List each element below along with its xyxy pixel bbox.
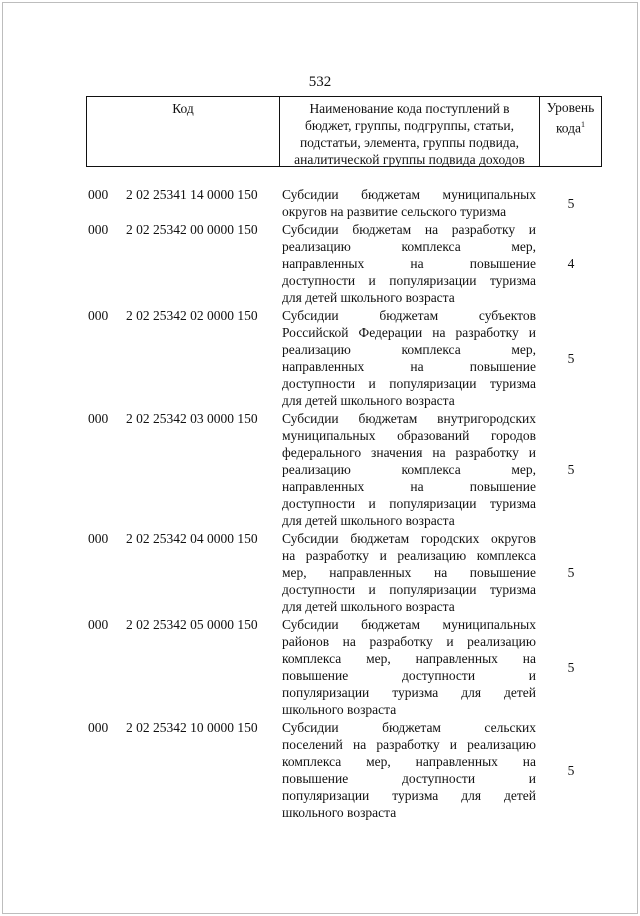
row-prefix: 000 — [88, 187, 109, 202]
row-name-line: для детей школьного возраста — [282, 599, 455, 614]
row-level: 5 — [567, 565, 575, 580]
row-name-line: Субсидии бюджетам муниципальных — [282, 187, 536, 202]
row-name-line: школьного возраста — [282, 805, 397, 820]
row-code: 2 02 25342 03 0000 150 — [126, 411, 258, 426]
row-level: 5 — [567, 195, 575, 211]
row-name — [282, 616, 536, 718]
header-name-line: подстатьи, элемента, группы подвида, — [299, 135, 520, 150]
row-name-line: муниципальных образований городов — [282, 428, 536, 443]
row-name-line: Субсидии бюджетам муниципальных — [282, 617, 536, 632]
row-name — [282, 307, 536, 409]
row-name-line: реализацию комплекса мер, — [282, 342, 536, 357]
table-row — [88, 307, 600, 409]
row-name-line: на разработку и реализацию комплекса — [282, 548, 536, 563]
header-code: Код — [87, 97, 280, 166]
table-row — [88, 410, 600, 529]
page-number: 532 — [308, 74, 332, 90]
table-row — [88, 719, 600, 821]
row-name-line: популяризации туризма для детей — [282, 788, 536, 803]
row-name-line: для детей школьного возраста — [282, 513, 455, 528]
header-level — [540, 97, 601, 166]
row-name — [282, 530, 536, 615]
row-name-line: школьного возраста — [282, 702, 397, 717]
header-name-line: бюджет, группы, подгруппы, статьи, — [305, 118, 514, 133]
row-name-line: реализацию комплекса мер, — [282, 239, 536, 254]
row-prefix: 000 — [88, 720, 109, 735]
row-code: 2 02 25342 05 0000 150 — [126, 617, 258, 632]
row-name-line: направленных на повышение — [282, 479, 536, 494]
row-name-line: для детей школьного возраста — [282, 393, 455, 408]
row-name-line: доступности и популяризации туризма — [282, 496, 536, 511]
row-level: 5 — [567, 462, 575, 477]
header-name — [280, 97, 540, 166]
row-name-line: округов на развитие сельского туризма — [282, 204, 507, 219]
row-name-line: повышение доступности и — [282, 668, 536, 683]
row-prefix: 000 — [88, 308, 109, 323]
row-name-line: для детей школьного возраста — [282, 290, 455, 305]
row-prefix: 000 — [88, 617, 109, 632]
row-name-line: реализацию комплекса мер, — [282, 462, 536, 477]
row-level: 5 — [567, 350, 575, 366]
row-name-line: доступности и популяризации туризма — [282, 376, 536, 391]
row-code: 2 02 25341 14 0000 150 — [126, 187, 258, 202]
table-body — [88, 186, 600, 822]
row-level: 5 — [567, 762, 575, 778]
row-name-line: комплекса мер, направленных на — [282, 754, 536, 769]
row-name — [282, 410, 536, 529]
row-name-line: Субсидии бюджетам субъектов — [282, 308, 536, 323]
footnote-marker: 1 — [581, 120, 586, 129]
row-prefix: 000 — [88, 411, 109, 426]
table-row — [88, 221, 600, 306]
row-name-line: направленных на повышение — [282, 256, 536, 271]
table-row — [88, 186, 600, 220]
header-name-line: аналитической группы подвида доходов — [294, 152, 525, 167]
row-name-line: Российской Федерации на разработку и — [282, 325, 536, 340]
row-prefix: 000 — [88, 531, 109, 546]
row-name-line: доступности и популяризации туризма — [282, 582, 536, 597]
header-level-word: кода — [555, 120, 582, 136]
row-name — [282, 186, 536, 220]
row-level: 4 — [567, 256, 575, 271]
header-name-line: Наименование кода поступлений в — [309, 101, 510, 116]
header-level-line2 — [540, 116, 601, 137]
row-name-line: поселений на разработку и реализацию — [282, 737, 536, 752]
row-name — [282, 719, 536, 821]
table-row — [88, 616, 600, 718]
header-level-line1: Уровень — [546, 100, 595, 115]
row-name — [282, 221, 536, 306]
row-prefix: 000 — [88, 222, 109, 237]
row-name-line: Субсидии бюджетам внутригородских — [282, 411, 536, 426]
row-name-line: Субсидии бюджетам на разработку и — [282, 222, 536, 237]
row-level: 5 — [567, 659, 575, 675]
row-code: 2 02 25342 02 0000 150 — [126, 308, 258, 323]
row-name-line: Субсидии бюджетам городских округов — [282, 531, 536, 546]
row-name-line: Субсидии бюджетам сельских — [282, 720, 536, 735]
table-header — [86, 96, 602, 167]
row-name-line: федерального значения на разработку и — [282, 445, 536, 460]
row-name-line: комплекса мер, направленных на — [282, 651, 536, 666]
row-name-line: мер, направленных на повышение — [282, 565, 536, 580]
row-name-line: районов на разработку и реализацию — [282, 634, 536, 649]
row-name-line: популяризации туризма для детей — [282, 685, 536, 700]
row-code: 2 02 25342 04 0000 150 — [126, 531, 258, 546]
row-code: 2 02 25342 00 0000 150 — [126, 222, 258, 237]
row-code: 2 02 25342 10 0000 150 — [126, 720, 258, 735]
row-name-line: доступности и популяризации туризма — [282, 273, 536, 288]
table-row — [88, 530, 600, 615]
row-name-line: повышение доступности и — [282, 771, 536, 786]
row-name-line: направленных на повышение — [282, 359, 536, 374]
